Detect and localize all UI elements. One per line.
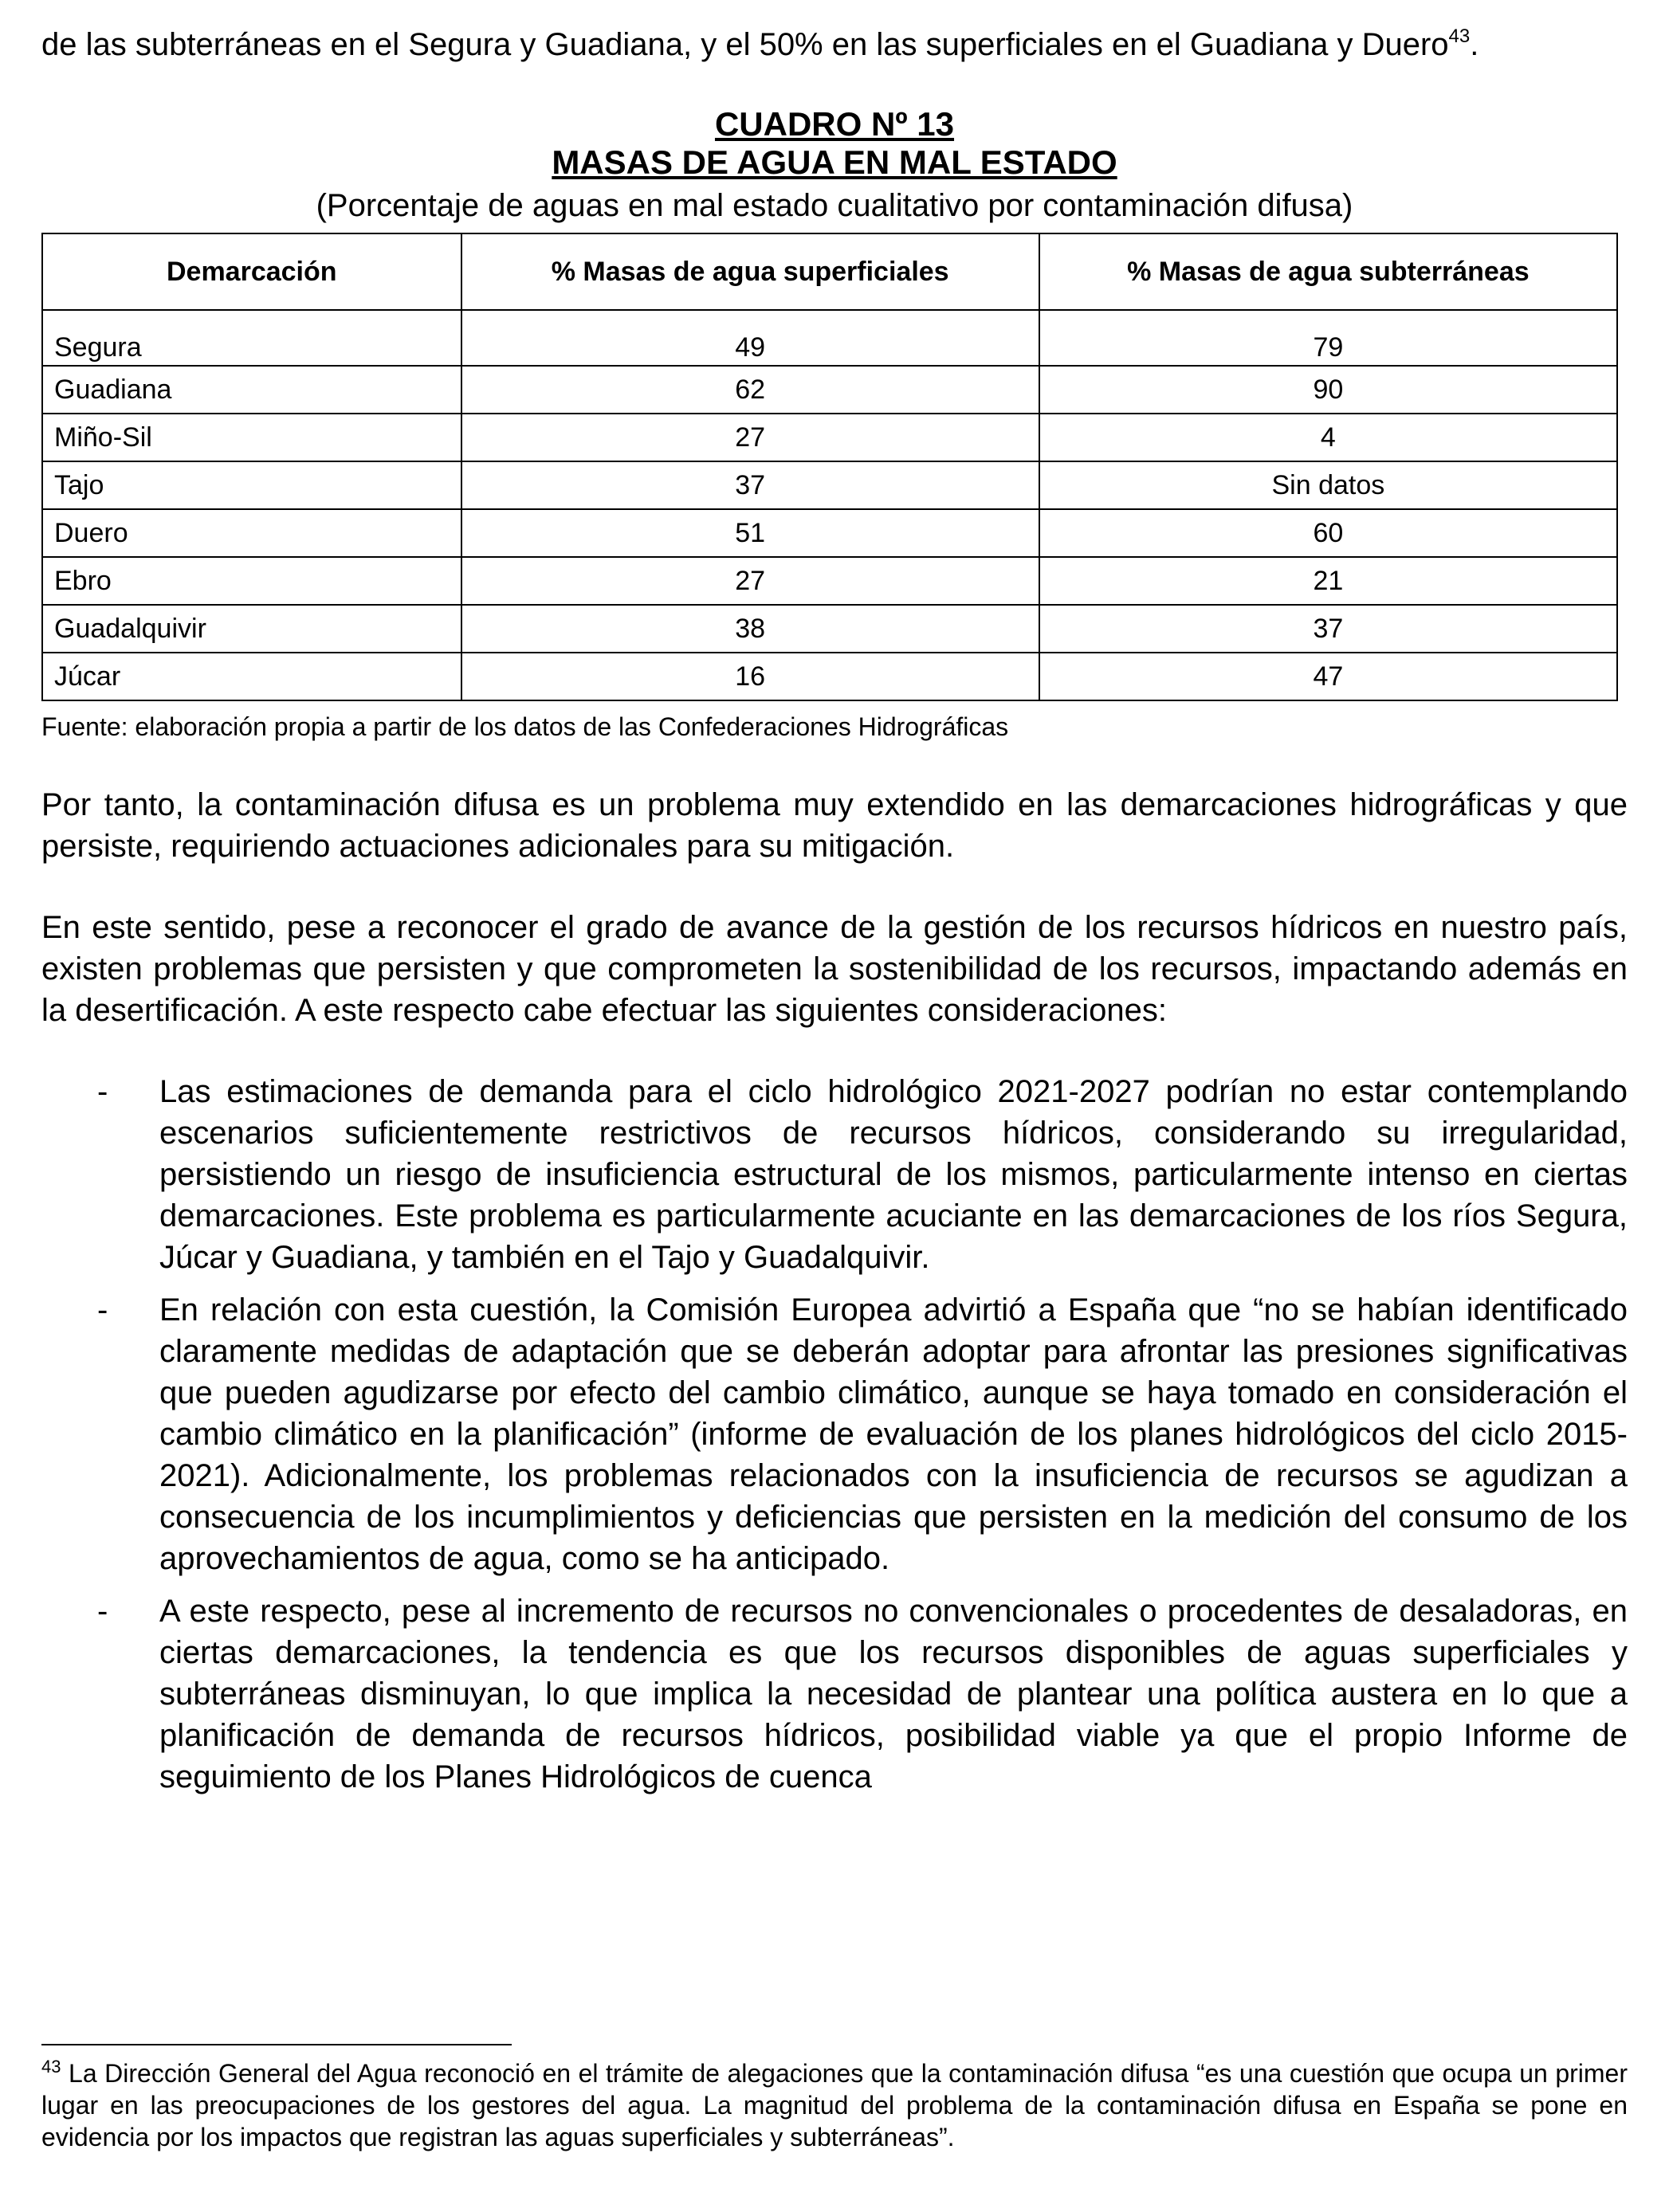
list-bullet: -: [97, 1292, 108, 1328]
list-item-text: Las estimaciones de demanda para el ciclo hidrológico 2021-2027 podrían no estar contemplando escenarios suficientemente restrictivos de recursos hídricos, considerando su irregularidad, persistiendo un riesgo de insuficiencia estructural de los mismos, particularmente intenso en ciertas demarcaciones. Este problema es particularmente acuciante en las demarcaciones de los ríos Segura, Júcar y Guadiana, y también en el Tajo y Guadalquivir.: [159, 1074, 1628, 1275]
list-item-text: En relación con esta cuestión, la Comisión Europea advirtió a España que “no se habían identificado claramente medidas de adaptación que se deberán adoptar para afrontar las presiones significativas que pueden agudizarse por efecto del cambio climático, aunque se haya tomado en consideración el cambio climático en la planificación” (informe de evaluación de los planes hidrológicos del ciclo 2015-2021). Adicionalmente, los problemas relacionados con la insuficiencia de recursos se agudizan a consecuencia de los incumplimientos y deficiencias que persisten en la medición del consumo de los aprovechamientos de agua, como se ha anticipado.: [159, 1292, 1628, 1576]
cell-demarcacion: Duero: [42, 509, 461, 557]
footnote-separator: [41, 2044, 512, 2045]
intro-paragraph: [41, 24, 1628, 65]
table-title-block: [41, 105, 1628, 226]
considerations-list: [41, 1071, 1628, 1798]
list-bullet: -: [97, 1594, 108, 1629]
cell-demarcacion: Miño-Sil: [42, 414, 461, 461]
table-row: [42, 366, 1617, 414]
cell-superficiales: 16: [461, 653, 1039, 700]
cell-demarcacion: Segura: [42, 310, 461, 366]
list-item: [41, 1289, 1628, 1579]
table-number: CUADRO Nº 13: [714, 105, 955, 143]
paragraph: En este sentido, pese a reconocer el grado de avance de la gestión de los recursos hídricos en nuestro país, existen problemas que persisten y que comprometen la sostenibilidad de los recursos, impactando además en la desertificación. A este respecto cabe efectuar las siguientes consideraciones:: [41, 910, 1628, 1028]
cell-superficiales: 49: [461, 310, 1039, 366]
table-row: [42, 310, 1617, 366]
cell-subterraneas: 47: [1039, 653, 1617, 700]
footnote-text: La Dirección General del Agua reconoció en el trámite de alegaciones que la contaminación difusa “es una cuestión que ocupa un primer lugar en las preocupaciones de los gestores del agua. La magnitud del problema de la contaminación difusa en España se pone en evidencia por los impactos que registran las aguas superficiales y subterráneas”.: [41, 2059, 1628, 2151]
cell-superficiales: 38: [461, 605, 1039, 653]
cell-subterraneas: 90: [1039, 366, 1617, 414]
header-subterraneas: % Masas de agua subterráneas: [1039, 233, 1617, 310]
cell-demarcacion: Ebro: [42, 557, 461, 605]
cell-demarcacion: Tajo: [42, 461, 461, 509]
cell-subterraneas: 4: [1039, 414, 1617, 461]
table-header-row: [42, 233, 1617, 310]
list-item: [41, 1590, 1628, 1798]
list-item: [41, 1071, 1628, 1278]
cell-subterraneas: 60: [1039, 509, 1617, 557]
table-row: [42, 605, 1617, 653]
footnote: [41, 2057, 1628, 2153]
table-title: MASAS DE AGUA EN MAL ESTADO: [552, 143, 1117, 181]
cell-subterraneas: 37: [1039, 605, 1617, 653]
intro-end: .: [1470, 27, 1479, 62]
cell-superficiales: 27: [461, 557, 1039, 605]
water-bodies-table: [41, 233, 1618, 701]
header-superficiales: % Masas de agua superficiales: [461, 233, 1039, 310]
footnote-number: 43: [41, 2057, 61, 2077]
table-row: [42, 557, 1617, 605]
table-source: Fuente: elaboración propia a partir de los datos de las Confederaciones Hidrográficas: [41, 712, 1009, 741]
table-row: [42, 509, 1617, 557]
cell-demarcacion: Guadiana: [42, 366, 461, 414]
intro-text: de las subterráneas en el Segura y Guadiana, y el 50% en las superficiales en el Guadiana y Duero: [41, 27, 1449, 62]
cell-superficiales: 62: [461, 366, 1039, 414]
paragraph: Por tanto, la contaminación difusa es un problema muy extendido en las demarcaciones hidrográficas y que persiste, requiriendo actuaciones adicionales para su mitigación.: [41, 787, 1628, 864]
table-row: [42, 461, 1617, 509]
footnote-ref[interactable]: 43: [1448, 25, 1471, 47]
cell-superficiales: 37: [461, 461, 1039, 509]
cell-demarcacion: Júcar: [42, 653, 461, 700]
table-row: [42, 653, 1617, 700]
table-row: [42, 414, 1617, 461]
list-item-text: A este respecto, pese al incremento de recursos no convencionales o procedentes de desaladoras, en ciertas demarcaciones, la tendencia es que los recursos disponibles de aguas superficiales y subterráneas disminuyan, lo que implica la necesidad de plantear una política austera en lo que a planificación de demanda de recursos hídricos, posibilidad viable ya que el propio Informe de seguimiento de los Planes Hidrológicos de cuenca: [159, 1594, 1628, 1794]
cell-demarcacion: Guadalquivir: [42, 605, 461, 653]
cell-superficiales: 51: [461, 509, 1039, 557]
header-demarcacion: Demarcación: [42, 233, 461, 310]
list-bullet: -: [97, 1074, 108, 1109]
cell-subterraneas: Sin datos: [1039, 461, 1617, 509]
cell-superficiales: 27: [461, 414, 1039, 461]
cell-subterraneas: 79: [1039, 310, 1617, 366]
cell-subterraneas: 21: [1039, 557, 1617, 605]
table-subtitle: (Porcentaje de aguas en mal estado cualitativo por contaminación difusa): [316, 188, 1353, 223]
